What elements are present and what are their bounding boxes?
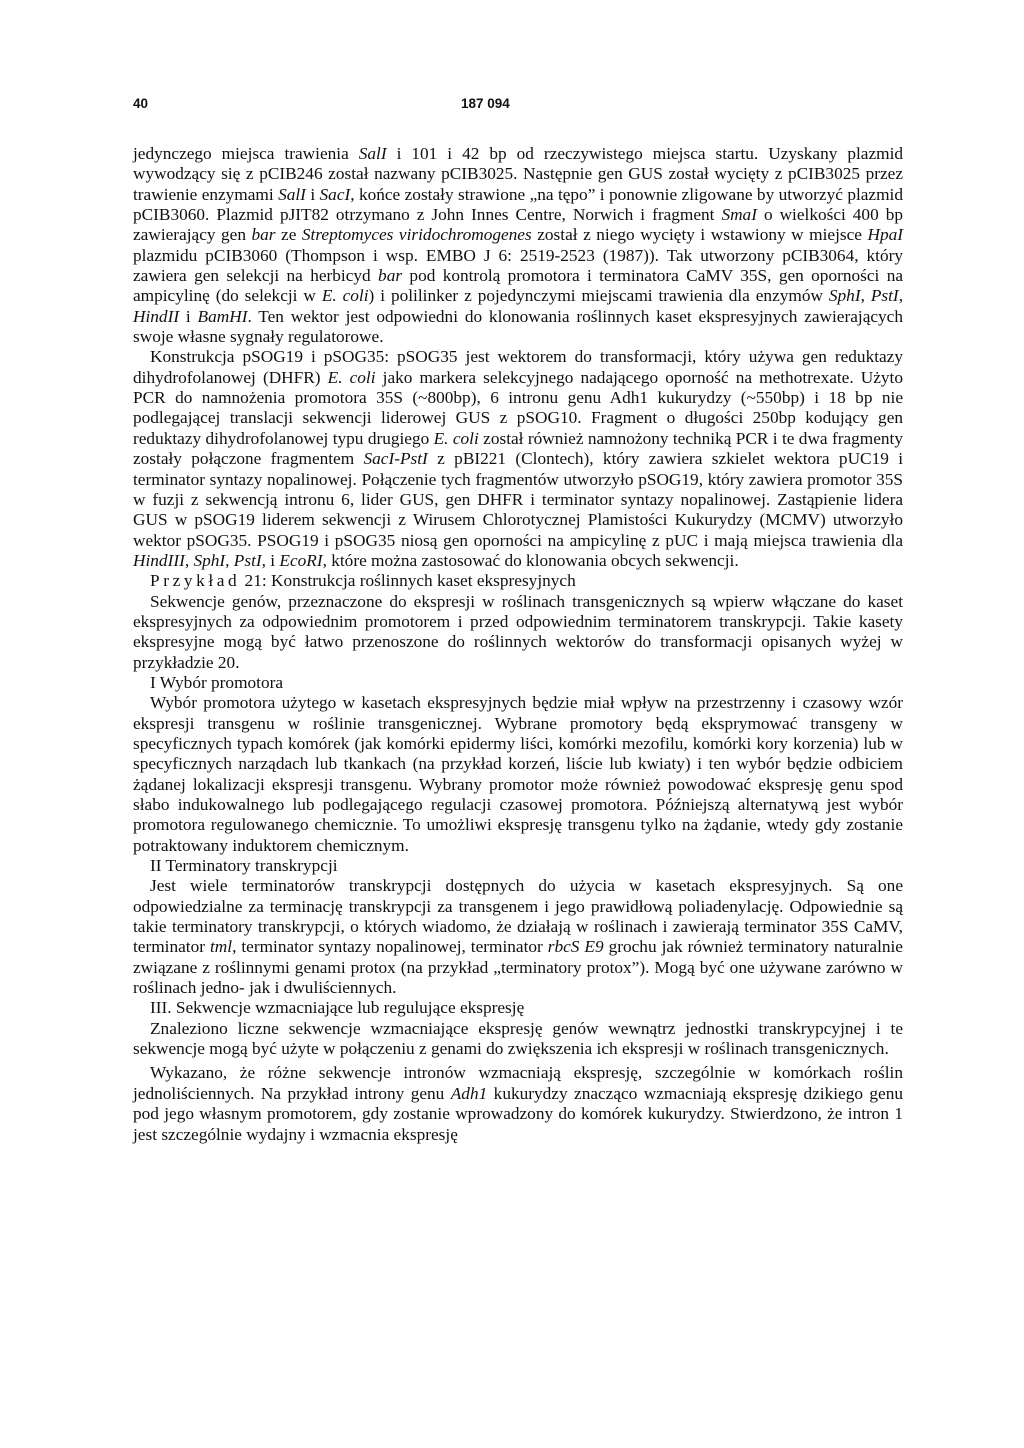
page-header [133,96,903,118]
paragraph-psog-construction: Konstrukcja pSOG19 i pSOG35: pSOG35 jest wektorem do transformacji, który używa gen reduktazy dihydrofolanowej (DHFR) E. coli jako markera selekcyjnego nadającego oporność na methotrexate. Użyto PCR do namnożenia promotora 35S (~800bp), 6 intronu genu Adh1 kukurydzy (~550bp) i 18 bp nie podlegającej translacji sekwencji liderowej GUS z pSOG10. Fragment o długości 250bp kodujący gen reduktazy dihydrofolanowej typu drugiego E. coli został również namnożony techniką PCR i te dwa fragmenty zostały połączone fragmentem SacI-PstI z pBI221 (Clontech), który zawiera szkielet wektora pUC19 i terminator syntazy nopalinowej. Połączenie tych fragmentów utworzyło pSOG19, który zawiera promotor 35S w fuzji z sekwencją intronu 6, lider GUS, gen DHFR i terminator syntazy nopalinowej. Zastąpienie lidera GUS w pSOG19 liderem sekwencji z Wirusem Chlorotycznej Plamistości Kukurydzy (MCMV) utworzyło wektor pSOG35. PSOG19 i pSOG35 niosą gen oporności na ampicylinę z pUC i mają miejsca trawienia dla HindIII, SphI, PstI, i EcoRI, które można zastosować do klonowania obcych sekwencji. [133,347,903,570]
paragraph-introns: Wykazano, że różne sekwencje intronów wzmacniają ekspresję, szczególnie w komórkach roślin jednoliściennych. Na przykład introny genu Adh1 kukurydzy znacząco wzmacniają ekspresję dzikiego genu pod jego własnym promotorem, gdy zostanie wprowadzony do komórek kukurydzy. Stwierdzono, że intron 1 jest szczególnie wydajny i wzmacnia ekspresję [133,1063,904,1144]
example-heading: Przykład 21: Konstrukcja roślinnych kaset ekspresyjnych [150,571,576,591]
page-number: 40 [133,96,149,111]
section-heading-enhancers: III. Sekwencje wzmacniające lub regulujące ekspresję [150,998,525,1018]
document-body [133,144,903,1145]
paragraph-continuation: jedynczego miejsca trawienia SalI i 101 i 42 bp od rzeczywistego miejsca startu. Uzyskany plazmid wywodzący się z pCIB246 został nazwany pCIB3025. Następnie gen GUS został wycięty z pCIB3025 przez trawienie enzymami SalI i SacI, końce zostały strawione „na tępo” i ponownie zligowane by utworzyć plazmid pCIB3060. Plazmid pJIT82 otrzymano z John Innes Centre, Norwich i fragment SmaI o wielkości 400 bp zawierający gen bar ze Streptomyces viridochromogenes został z niego wycięty i wstawiony w miejsce HpaI plazmidu pCIB3060 (Thompson i wsp. EMBO J 6: 2519-2523 (1987)). Tak utworzony pCIB3064, który zawiera gen selekcji na herbicyd bar pod kontrolą promotora i terminatora CaMV 35S, gen oporności na ampicylinę (do selekcji w E. coli) i polilinker z pojedynczymi miejscami trawienia dla enzymów SphI, PstI, HindII i BamHI. Ten wektor jest odpowiedni do klonowania roślinnych kaset ekspresyjnych zawierających swoje własne sygnały regulatorowe. [133,144,904,347]
patent-number: 187 094 [461,96,510,111]
section-heading-terminators: II Terminatory transkrypcji [150,856,338,876]
section-heading-promoter: I Wybór promotora [150,672,284,692]
paragraph-terminators: Jest wiele terminatorów transkrypcji dostępnych do użycia w kasetach ekspresyjnych. Są one odpowiedzialne za terminację transkrypcji za transgenem i jego prawidłową poliadenylację. Odpowiednie są takie terminatory transkrypcji, o których wiadomo, że działają w roślinach i zawierają terminator 35S CaMV, terminator tml, terminator syntazy nopalinowej, terminator rbcS E9 grochu jak również terminatory naturalnie związane z roślinnymi genami protox (na przykład „terminatory protox”). Mogą być one używane zarówno w roślinach jedno- jak i dwuliściennych. [133,876,903,998]
paragraph-expression-cassettes: Sekwencje genów, przeznaczone do ekspresji w roślinach transgenicznych są wpierw włączane do kaset ekspresyjnych za odpowiednim promotorem i przed odpowiednim terminatorem transkrypcji. Takie kasety ekspresyjne mogą być łatwo przenoszone do roślinnych wektorów do transformacji opisanych wyżej w przykładzie 20. [133,591,903,672]
paragraph-enhancers: Znaleziono liczne sekwencje wzmacniające ekspresję genów wewnątrz jednostki transkrypcyjnej i te sekwencje mogą być użyte w połączeniu z genami do zwiększenia ich ekspresji w roślinach transgenicznych. [133,1018,903,1059]
paragraph-promoter-selection: Wybór promotora użytego w kasetach ekspresyjnych będzie miał wpływ na przestrzenny i czasowy wzór ekspresji transgenu w roślinie transgenicznej. Wybrane promotory będą eksprymować transgeny w specyficznych typach komórek (jak komórki epidermy liści, komórki mezofilu, komórki kory korzenia) lub w specyficznych narządach lub tkankach (na przykład korzeń, liście lub kwiaty) i ten wybór będzie odbiciem żądanej lokalizacji ekspresji transgenu. Wybrany promotor może również powodować ekspresję genu spod słabo indukowalnego lub podlegającego regulacji czasowej promotora. Późniejszą alternatywą jest wybór promotora regulowanego chemicznie. To umożliwi ekspresję transgenu tylko na żądanie, wtedy gdy zostanie potraktowany induktorem chemicznym. [133,693,903,855]
